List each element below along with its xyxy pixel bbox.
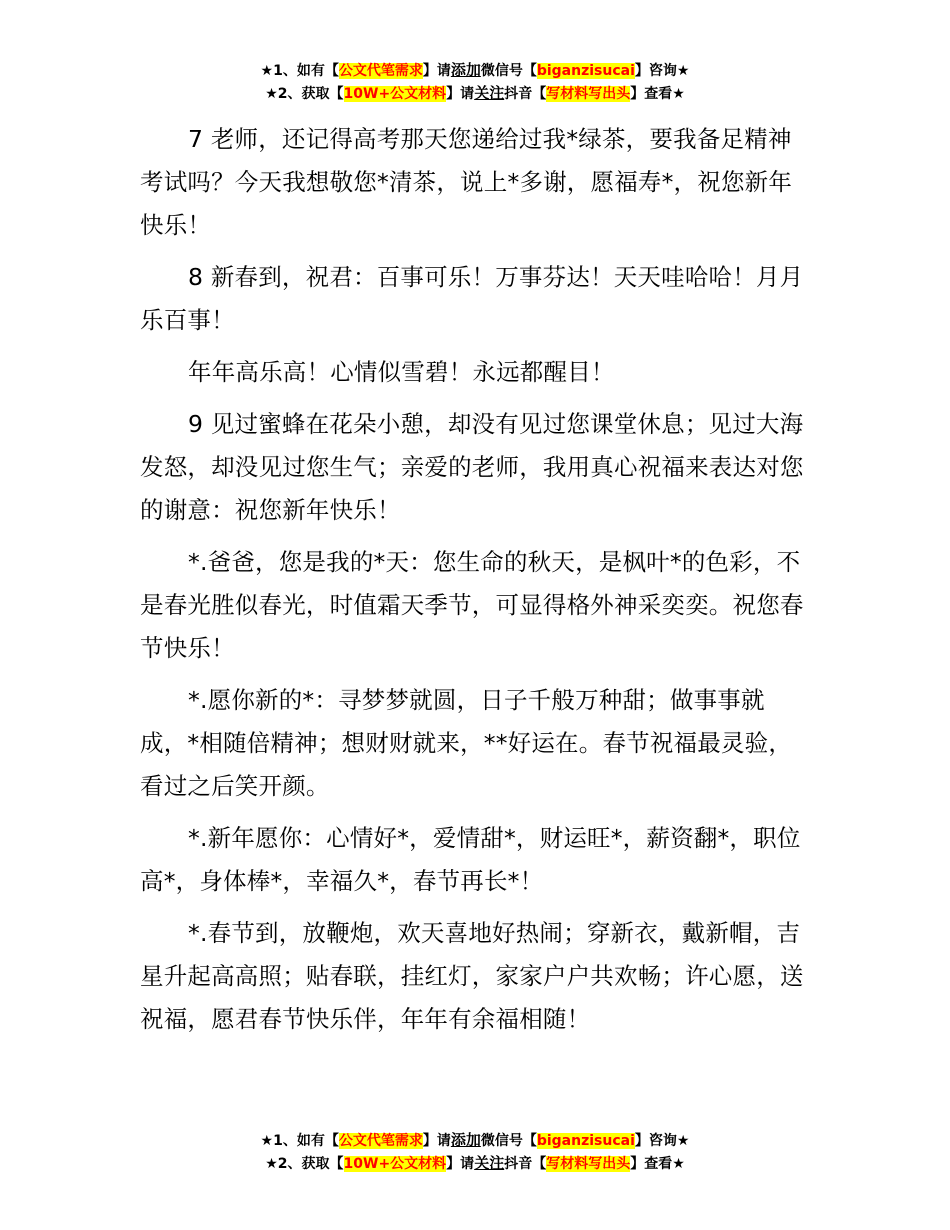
paragraph: 9 见过蜜蜂在花朵小憩，却没有见过您课堂休息；见过大海发怒，却没见过您生气；亲爱的老师，我用真心祝福来表达对您的谢意：祝您新年快乐！ [140,410,804,524]
paragraph: *.爸爸，您是我的*天：您生命的秋天，是枫叶*的色彩，不是春光胜似春光，时值霜天季节，可显得格外神采奕奕。祝您春节快乐！ [140,548,804,662]
promo-text: 】查看★ [630,86,685,102]
footer-promo [0,1129,950,1175]
promo-text: 】查看★ [630,1156,685,1172]
promo-highlight-douyin: 写材料写出头 [546,1156,631,1172]
paragraph: 7 老师，还记得高考那天您递给过我*绿茶，要我备足精神考试吗？今天我想敬您*清茶，说上*多谢，愿福寿*，祝您新年快乐！ [140,125,793,239]
promo-text: 微信号【 [480,1133,537,1149]
paragraph: *.春节到，放鞭炮，欢天喜地好热闹；穿新衣，戴新帽，吉星升起高高照；贴春联，挂红灯，家家户户共欢畅；许心愿，送祝福，愿君春节快乐伴，年年有余福相随！ [140,919,804,1033]
promo-line-1 [0,1129,950,1152]
promo-line-2 [0,82,950,105]
promo-text: 抖音【 [504,1156,547,1172]
promo-highlight-service: 公文代笔需求 [338,1133,423,1149]
promo-text: 】请 [422,63,451,79]
promo-underline-follow: 关注 [474,84,505,102]
promo-text: ★2、获取【 [265,1156,344,1172]
promo-text: ★2、获取【 [265,86,344,102]
promo-highlight-materials: 10W+公文材料 [343,86,447,102]
promo-text: 】请 [446,86,475,102]
promo-highlight-wechat-id: biganzisucai [536,1133,635,1149]
promo-line-2 [0,1152,950,1175]
promo-line-1 [0,59,950,82]
promo-text: ★1、如有【 [260,63,339,79]
paragraph: 8 新春到，祝君：百事可乐！万事芬达！天天哇哈哈！月月乐百事！ [140,263,804,334]
paragraph: *.新年愿你：心情好*，爱情甜*，财运旺*，薪资翻*，职位高*，身体棒*，幸福久*，春节再长*！ [140,824,801,895]
header-promo [0,59,950,105]
promo-text: 微信号【 [480,63,537,79]
promo-text: 抖音【 [504,86,547,102]
paragraph: 年年高乐高！心情似雪碧！永远都醒目！ [188,358,615,386]
document-body [140,118,812,1050]
promo-text: 】咨询★ [634,63,690,79]
promo-underline-add: 添加 [450,1131,481,1149]
promo-highlight-wechat-id: biganzisucai [536,63,635,79]
promo-highlight-materials: 10W+公文材料 [343,1156,447,1172]
promo-text: 】请 [422,1133,451,1149]
promo-highlight-douyin: 写材料写出头 [546,86,631,102]
promo-underline-follow: 关注 [474,1154,505,1172]
promo-highlight-service: 公文代笔需求 [338,63,423,79]
promo-text: ★1、如有【 [260,1133,339,1149]
promo-underline-add: 添加 [450,61,481,79]
promo-text: 】咨询★ [634,1133,690,1149]
promo-text: 】请 [446,1156,475,1172]
paragraph: *.愿你新的*：寻梦梦就圆，日子千般万种甜；做事事就成，*相随倍精神；想财财就来，**好运在。春节祝福最灵验，看过之后笑开颜。 [140,686,793,800]
